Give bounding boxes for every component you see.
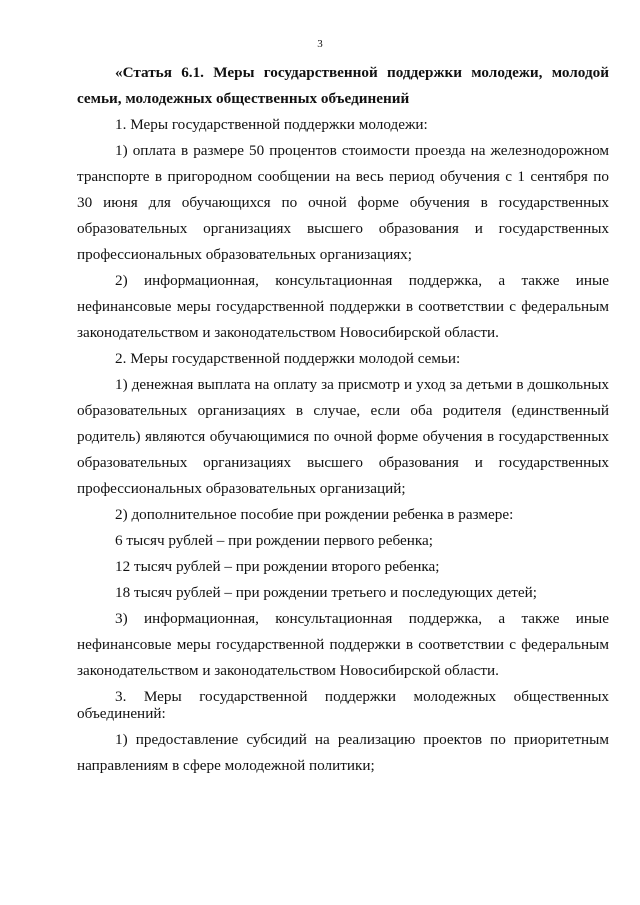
- article-heading: «Статья 6.1. Меры государственной поддержки молодежи, молодой семьи, молодежных общественных объединений: [77, 64, 609, 107]
- section-1-title: 1. Меры государственной поддержки молодежи:: [115, 116, 428, 133]
- document-body: [77, 60, 609, 779]
- section-1-item-1: 1) оплата в размере 50 процентов стоимости проезда на железнодорожном транспорте в пригородном сообщении на весь период обучения с 1 сентября по 30 июня для обучающихся по очной форме обучения в государственных образовательных организациях высшего образования и государственных профессиональных образовательных организациях;: [77, 142, 609, 263]
- allowance-first-child: 6 тысяч рублей – при рождении первого ребенка;: [115, 532, 433, 549]
- section-3-title: 3. Меры государственной поддержки молодежных общественных объединений:: [77, 688, 609, 722]
- allowance-third-child: 18 тысяч рублей – при рождении третьего и последующих детей;: [115, 584, 538, 601]
- page-number: 3: [317, 38, 323, 50]
- section-2-item-1: 1) денежная выплата на оплату за присмотр и уход за детьми в дошкольных образовательных организациях в случае, если оба родителя (единственный родитель) являются обучающимися по очной форме обучения в государственных образовательных организациях высшего образования и государственных профессиональных образовательных организаций;: [77, 376, 609, 497]
- section-2-item-3: 3) информационная, консультационная поддержка, а также иные нефинансовые меры государственной поддержки в соответствии с федеральным законодательством и законодательством Новосибирской области.: [77, 610, 609, 679]
- allowance-second-child: 12 тысяч рублей – при рождении второго ребенка;: [115, 558, 440, 575]
- section-2-item-2: 2) дополнительное пособие при рождении ребенка в размере:: [115, 506, 514, 523]
- section-3-item-1: 1) предоставление субсидий на реализацию проектов по приоритетным направлениям в сфере молодежной политики;: [77, 731, 609, 774]
- section-2-title: 2. Меры государственной поддержки молодой семьи:: [115, 350, 461, 367]
- section-1-item-2: 2) информационная, консультационная поддержка, а также иные нефинансовые меры государственной поддержки в соответствии с федеральным законодательством и законодательством Новосибирской области.: [77, 272, 609, 341]
